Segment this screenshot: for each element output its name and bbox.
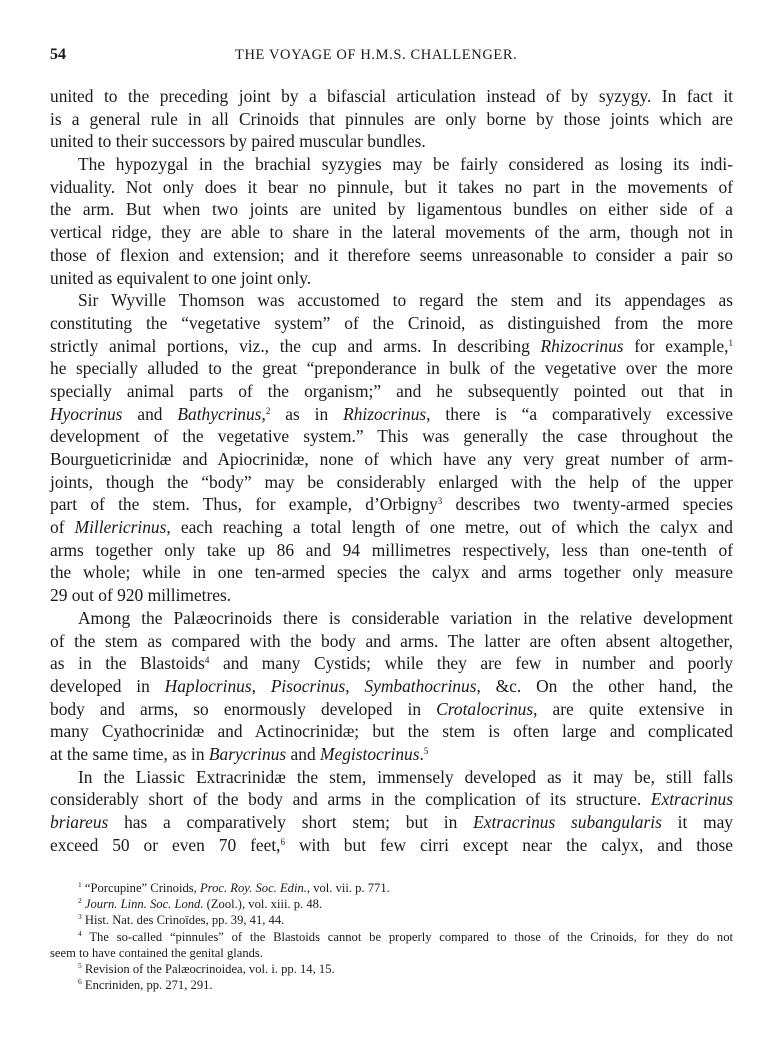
footnote-ref: 6 [280,836,285,847]
paragraph [50,85,733,153]
text-run: and [122,403,178,424]
body-text [50,85,733,856]
text-line [50,675,733,698]
text-line [50,720,733,743]
text-line [50,130,733,153]
text-run: , are quite extensive in [533,698,733,719]
footnote-ref: 5 [78,960,82,970]
text-run: Encriniden, pp. 271, 291. [81,978,213,993]
italic-term: Hyocrinus [50,403,123,424]
text-line [50,425,733,448]
text-line [50,176,733,199]
text-run: it may [661,812,734,832]
text-run: The hypozygal in the brachial syzygies may be fairly considered as losing its indi- [78,154,733,175]
text-line [50,267,733,290]
footnote-ref: 4 [78,928,82,938]
footnote [50,912,733,928]
text-line [50,698,733,721]
text-line [50,221,733,244]
footnote-ref: 6 [78,977,82,987]
text-run: , [261,403,266,424]
text-line [50,516,733,539]
italic-term: Proc. Roy. Soc. Edin. [199,881,307,895]
text-run: In the Liassic Extracrinidæ the stem, immensely developed as it may be, still falls [78,766,733,787]
text-run: and [286,743,320,764]
footnote-ref: 1 [78,880,82,889]
text-run: The so-called “pinnules” of the Blastoids cannot be properly compared to those of the Crinoids, for they do not [81,929,733,944]
text-run: arms together only take up 86 and 94 millimetres respectively, less than one-tenth of [50,539,733,560]
footnote-ref: 1 [728,337,733,348]
text-line [50,652,733,675]
text-run: , [345,675,365,696]
text-run: united to their successors by paired muscular bundles. [50,131,426,152]
text-run: with but few cirri except near the calyx, and those [285,834,733,855]
text-run: has a comparatively short stem; but in [108,812,474,832]
footnote-line [50,977,733,993]
italic-term: Journ. Linn. Soc. Lond. [84,897,204,912]
text-run: the whole; while in one ten-armed species the calyx and arms together only measure [50,562,733,583]
text-run: as in the Blastoids [50,653,205,674]
text-run: 29 out of 920 millimetres. [50,585,232,606]
italic-term: Megistocrinus [320,743,420,764]
text-run: . [419,743,424,764]
italic-term: Pisocrinus [270,675,346,696]
text-run: specially animal parts of the organism;” and he subsequently pointed out that in [50,380,733,401]
text-run: Revision of the Palæocrinoidea, vol. i. pp. 14, 15. [81,961,335,976]
text-run: for example, [623,335,729,356]
italic-term: Barycrinus [208,743,287,764]
text-run: Bourgueticrinidæ and Apiocrinidæ, none of which have any very great number of arm- [50,449,733,469]
page-number: 54 [50,46,66,63]
text-line [50,289,733,312]
text-run: strictly animal portions, viz., the cup and arms. In describing [50,335,541,356]
text-run: constituting the “vegetative system” of the Crinoid, as distinguished from the more [50,312,733,333]
text-run: , there is “a comparatively excessive [426,403,733,424]
footnote-line [50,961,733,977]
italic-term: Extracrinus subangularis [473,812,662,832]
text-line [50,448,733,471]
text-run: vertical ridge, they are able to share in the lateral movements of the arm, though not in [50,222,733,243]
text-run: he specially alluded to the great “preponderance in bulk of the vegetative over the more [50,358,733,379]
footnote-line [50,912,733,928]
footnote-ref: 4 [204,655,210,666]
text-line [50,584,733,607]
text-run: at the same time, as in [50,743,209,764]
text-run: , vol. vii. p. 771. [306,881,390,895]
text-line [50,811,733,834]
text-run: considerably short of the body and arms in the complication of its structure. [50,789,651,810]
italic-term: Rhizocrinus [540,335,624,356]
text-line [50,312,733,335]
text-line [50,335,733,358]
text-run: viduality. Not only does it bear no pinnule, but it takes no part in the movements of [50,176,733,197]
text-run: seem to have contained the genital glands. [50,945,263,960]
text-run: and many Cystids; while they are few in number and poorly [209,653,733,674]
text-run: , [251,675,271,696]
text-run: “Porcupine” Crinoids, [81,881,200,895]
text-run: the arm. But when two joints are united by ligamentous bundles on either side of a [50,199,733,220]
footnote-line [50,896,733,912]
footnote-line [50,929,733,945]
footnote [50,977,733,993]
text-line [50,403,733,426]
text-run: those of flexion and extension; and it therefore seems unreasonable to consider a pair so [50,244,733,265]
text-line [50,357,733,380]
paragraph [50,289,733,607]
text-run: , &c. On the other hand, the [476,675,734,696]
paragraph [50,607,733,766]
text-run: joints, though the “body” may be considerably enlarged with the help of the upper [50,471,733,492]
text-line [50,788,733,811]
text-line [50,493,733,516]
text-line [50,198,733,221]
text-run: of [50,517,75,538]
text-line [50,834,733,857]
text-run: , each reaching a total length of one metre, out of which the calyx and [166,517,733,538]
italic-term: briareus [50,812,109,832]
footnote-ref: 3 [437,496,443,507]
text-run: as in [270,403,344,424]
text-run: body and arms, so enormously developed in [50,698,437,719]
text-run: development of the vegetative system.” This was generally the case throughout the [50,426,733,447]
italic-term: Haplocrinus [164,675,252,696]
text-run: describes two twenty-armed species [442,494,733,515]
paragraph [50,766,733,857]
footnote [50,896,733,912]
text-run: (Zool.), vol. xiii. p. 48. [203,897,323,912]
italic-term: Millericrinus [74,517,167,538]
paragraph [50,153,733,289]
footnotes [50,880,733,993]
running-title: THE VOYAGE OF H.M.S. CHALLENGER. [235,47,518,63]
text-line [50,85,733,108]
text-run: exceed 50 or even 70 feet, [50,834,281,855]
text-line [50,743,733,766]
text-run: united as equivalent to one joint only. [50,267,312,288]
text-line [50,153,733,176]
italic-term: Symbathocrinus [364,675,477,696]
footnote-line [50,880,733,896]
italic-term: Crotalocrinus [436,698,534,719]
text-line [50,607,733,630]
text-run: united to the preceding joint by a bifascial articulation instead of by syzygy. In fact it [50,86,733,106]
footnote [50,880,733,896]
text-run: Sir Wyville Thomson was accustomed to regard the stem and its appendages as [78,290,733,311]
text-run: of the stem as compared with the body and arms. The latter are often absent altogether, [50,630,733,651]
footnote-line [50,945,733,961]
text-line [50,471,733,494]
text-line [50,561,733,584]
text-run: many Cyathocrinidæ and Actinocrinidæ; but the stem is often large and complicated [50,721,733,742]
footnote [50,961,733,977]
running-head [50,46,733,68]
text-line [50,630,733,653]
text-line [50,380,733,403]
text-line [50,539,733,562]
italic-term: Bathycrinus [177,403,262,424]
text-run: Hist. Nat. des Crinoïdes, pp. 39, 41, 44. [81,913,285,928]
footnote-ref: 5 [423,745,429,756]
text-run: is a general rule in all Crinoids that pinnules are only borne by those joints which are [50,108,733,129]
text-line [50,766,733,789]
footnote-ref: 2 [265,405,271,416]
text-run: Among the Palæocrinoids there is considerable variation in the relative development [78,607,733,628]
footnote [50,929,733,961]
text-run: developed in [50,675,165,696]
text-line [50,244,733,267]
footnote-ref: 3 [78,912,82,922]
italic-term: Extracrinus [650,789,733,810]
footnote-ref: 2 [78,896,82,906]
italic-term: Rhizocrinus [343,403,427,424]
text-run: part of the stem. Thus, for example, d’Orbigny [50,494,438,515]
text-line [50,108,733,131]
